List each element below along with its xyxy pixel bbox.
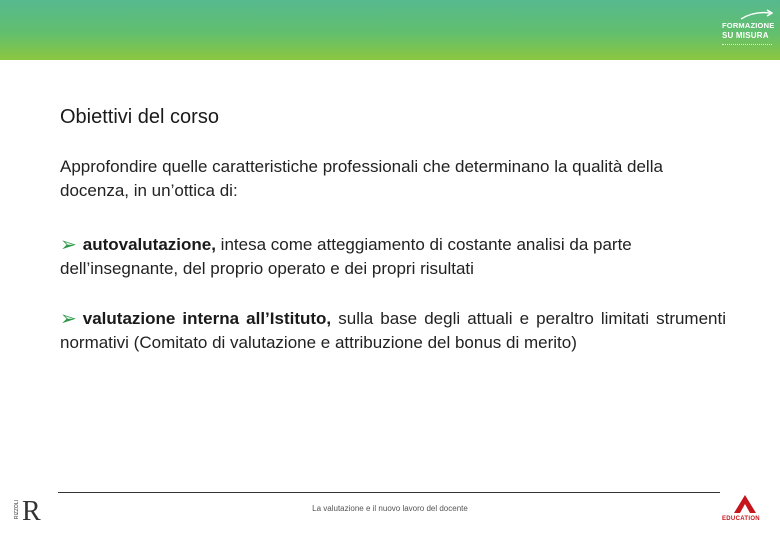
arrow-bullet-icon: ➢ bbox=[60, 308, 77, 330]
brand-line-1: FORMAZIONE bbox=[722, 21, 775, 30]
bullet-1-text: intesa come atteggiamento di costante analisi da parte dell’insegnante, del proprio operato e dei propri risultati bbox=[60, 235, 632, 278]
brand-line-2: SU MISURA bbox=[722, 31, 769, 40]
bullet-2-bold: valutazione interna all’Istituto, bbox=[82, 309, 332, 328]
bullet-autovalutazione bbox=[60, 233, 726, 281]
footer-caption: La valutazione e il nuovo lavoro del docente bbox=[312, 504, 468, 513]
slide-title: Obiettivi del corso bbox=[60, 106, 219, 128]
bullet-2-text: sulla base degli attuali e peraltro limitati strumenti normativi (Comitato di valutazione e attribuzione del bonus di merito) bbox=[60, 309, 727, 352]
brand-tagline-dots bbox=[722, 44, 772, 47]
header-band bbox=[0, 0, 780, 60]
arrow-bullet-icon: ➢ bbox=[60, 234, 77, 256]
education-label: EDUCATION bbox=[722, 516, 760, 522]
education-logo bbox=[720, 494, 772, 526]
slide-intro: Approfondire quelle caratteristiche professionali che determinano la qualità della docenza, in un’ottica di: bbox=[60, 157, 663, 200]
education-a-mark-icon bbox=[733, 494, 757, 514]
rizzoli-r-letter: R bbox=[22, 496, 41, 527]
bullet-valutazione-interna bbox=[60, 307, 726, 355]
swoosh-arrow-icon bbox=[740, 9, 774, 21]
footer-divider bbox=[58, 492, 720, 493]
formazione-su-misura-logo bbox=[720, 8, 776, 54]
rizzoli-vertical-text: RIZZOLI bbox=[14, 500, 20, 520]
bullet-1-bold: autovalutazione, bbox=[82, 235, 216, 254]
